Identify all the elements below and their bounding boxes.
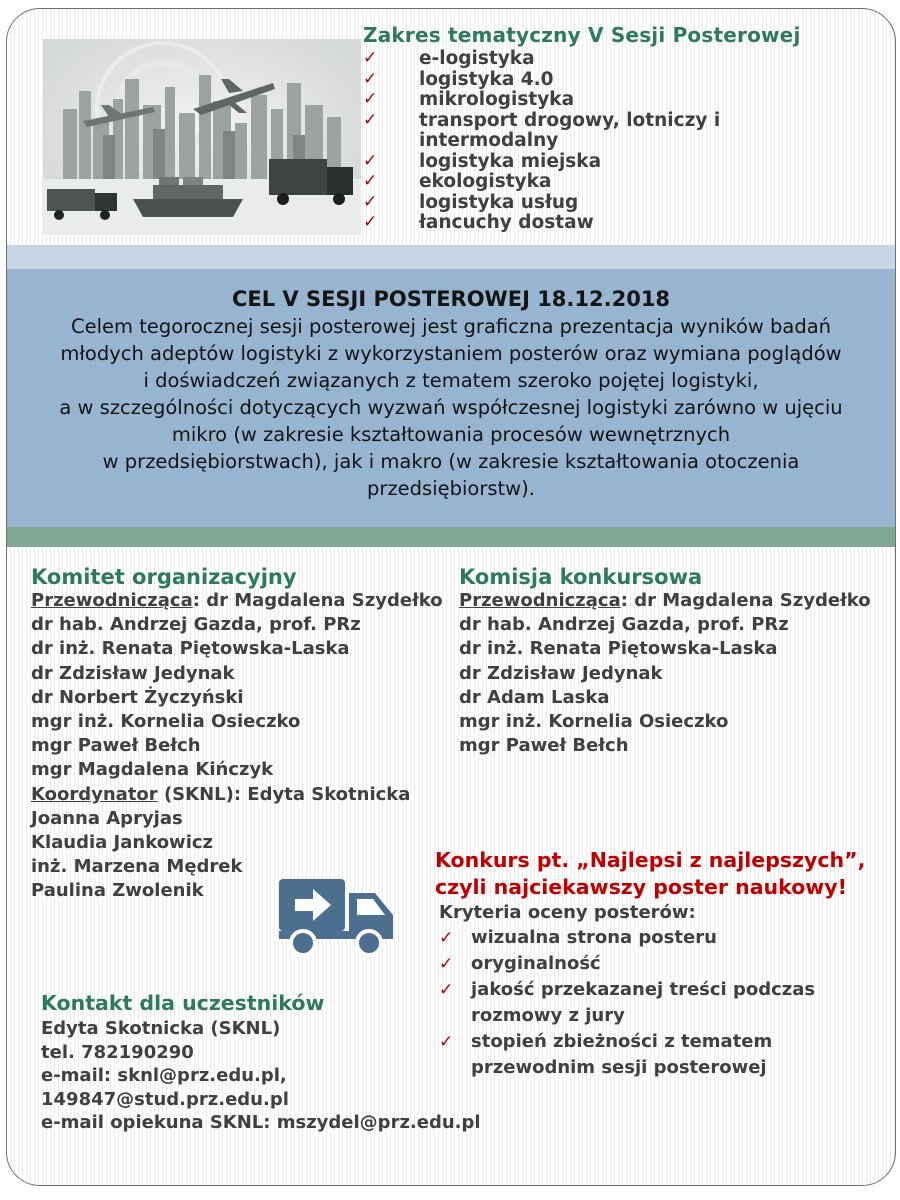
list-item: dr inż. Renata Piętowska-Laska [31, 638, 350, 660]
check-icon: ✓ [439, 928, 454, 948]
list-item: mgr Paweł Bełch [31, 735, 201, 757]
list-item: mgr Magdalena Kińczyk [31, 759, 274, 781]
jury-section [459, 565, 871, 758]
jury-title: Komisja konkursowa [459, 565, 703, 589]
check-icon: ✓ [439, 980, 454, 1000]
list-item: mgr inż. Kornelia Osieczko [31, 711, 301, 733]
list-item: ✓ wizualna strona posteru [439, 925, 885, 951]
committee-chair: Przewodnicząca: dr Magdalena Szydełko [31, 590, 443, 611]
check-icon: ✓ [363, 48, 378, 68]
committee-list [31, 589, 443, 904]
list-item: ✓ logistyka 4.0 [363, 68, 554, 90]
list-item: dr inż. Renata Piętowska-Laska [459, 638, 778, 660]
committee-section [31, 565, 443, 904]
list-item: ✓ łancuchy dostaw [363, 212, 594, 233]
topics-title: Zakres tematyczny V Sesji Posterowej [363, 23, 801, 47]
committee-title: Komitet organizacyjny [31, 565, 297, 589]
list-item: ✓ logistyka usług [363, 191, 579, 213]
list-item: ✓ mikrologistyka [363, 89, 575, 110]
goal-title: CEL V SESJI POSTEROWEJ 18.12.2018 [231, 287, 671, 311]
contact-phone: tel. 782190290 [41, 1041, 194, 1063]
goal-text: Celem tegorocznej sesji posterowej jest graficzna prezentacja wyników badań młodych adeptów logistyki z wykorzystaniem posterów oraz wymiana poglądów i doświadczeń związanych z tematem szeroko pojętej logistyki, a w szczególności dotyczących wyzwań współczesnej logistyki zarówno w ujęciu mikro (w zakresie kształtowania procesów wewnętrznych w przedsiębiorstwach), jak i makro (w zakresie kształtowania otoczenia przedsiębiorstw). [59, 315, 843, 500]
list-item: Klaudia Jankowicz [31, 832, 214, 854]
band-light [7, 245, 895, 269]
list-item: dr Adam Laska [459, 686, 610, 708]
contest-title: Konkurs pt. „Najlepsi z najlepszych”, czyli najciekawszy poster naukowy! [435, 848, 866, 899]
list-item: mgr Paweł Bełch [459, 735, 629, 757]
list-item: mgr inż. Kornelia Osieczko [459, 711, 729, 733]
list-item: dr Zdzisław Jedynak [459, 662, 663, 684]
contact-email[interactable]: e-mail: sknl@prz.edu.pl, [41, 1065, 287, 1087]
list-item: dr hab. Andrzej Gazda, prof. PRz [459, 614, 789, 636]
list-item: Joanna Apryjas [31, 807, 183, 829]
contact-section [41, 991, 481, 1135]
committee-coordinator: Koordynator (SKNL): Edyta Skotnicka [31, 783, 411, 805]
check-icon: ✓ [363, 68, 378, 89]
list-item: ✓ oryginalność [439, 951, 885, 977]
contact-email-alt[interactable]: 149847@stud.prz.edu.pl [41, 1088, 289, 1110]
check-icon: ✓ [363, 171, 378, 191]
list-item: ✓ jakość przekazanej treści podczas rozmowy z jury [439, 979, 816, 1026]
check-icon: ✓ [363, 212, 378, 232]
band-green [7, 527, 895, 547]
contact-list [41, 1017, 481, 1135]
list-item: dr Zdzisław Jedynak [31, 662, 235, 684]
list-item: ✓ stopień zbieżności z tematem przewodnim sesji posterowej [439, 1031, 773, 1078]
logistics-collage-image [43, 39, 361, 235]
criteria-list [435, 925, 885, 1081]
list-item: ✓ logistyka miejska [363, 150, 602, 172]
list-item: ✓ ekologistyka [363, 171, 552, 192]
delivery-truck-icon [277, 875, 399, 959]
list-item: ✓ transport drogowy, lotniczy i intermodalny [363, 109, 721, 151]
supervisor-email[interactable]: e-mail opiekuna SKNL: mszydel@prz.edu.pl [41, 1112, 481, 1134]
goal-section [7, 269, 895, 527]
list-item: dr Norbert Życzyński [31, 686, 244, 708]
list-item: inż. Marzena Mędrek [31, 856, 243, 878]
check-icon: ✓ [439, 954, 454, 974]
criteria-heading: Kryteria oceny posterów: [439, 902, 696, 923]
list-item: Paulina Zwolenik [31, 880, 204, 902]
check-icon: ✓ [363, 191, 378, 212]
check-icon: ✓ [363, 89, 378, 109]
jury-chair: Przewodnicząca: dr Magdalena Szydełko [459, 590, 871, 611]
list-item: dr hab. Andrzej Gazda, prof. PRz [31, 614, 361, 636]
contest-section [435, 847, 885, 1081]
poster-card [6, 8, 896, 1186]
contact-name: Edyta Skotnicka (SKNL) [41, 1018, 281, 1039]
topics-list [363, 49, 803, 234]
check-icon: ✓ [439, 1032, 454, 1052]
check-icon: ✓ [363, 150, 378, 171]
list-item: ✓ e-logistyka [363, 48, 535, 69]
check-icon: ✓ [363, 109, 378, 130]
jury-list [459, 589, 871, 758]
contact-title: Kontakt dla uczestników [41, 991, 325, 1015]
